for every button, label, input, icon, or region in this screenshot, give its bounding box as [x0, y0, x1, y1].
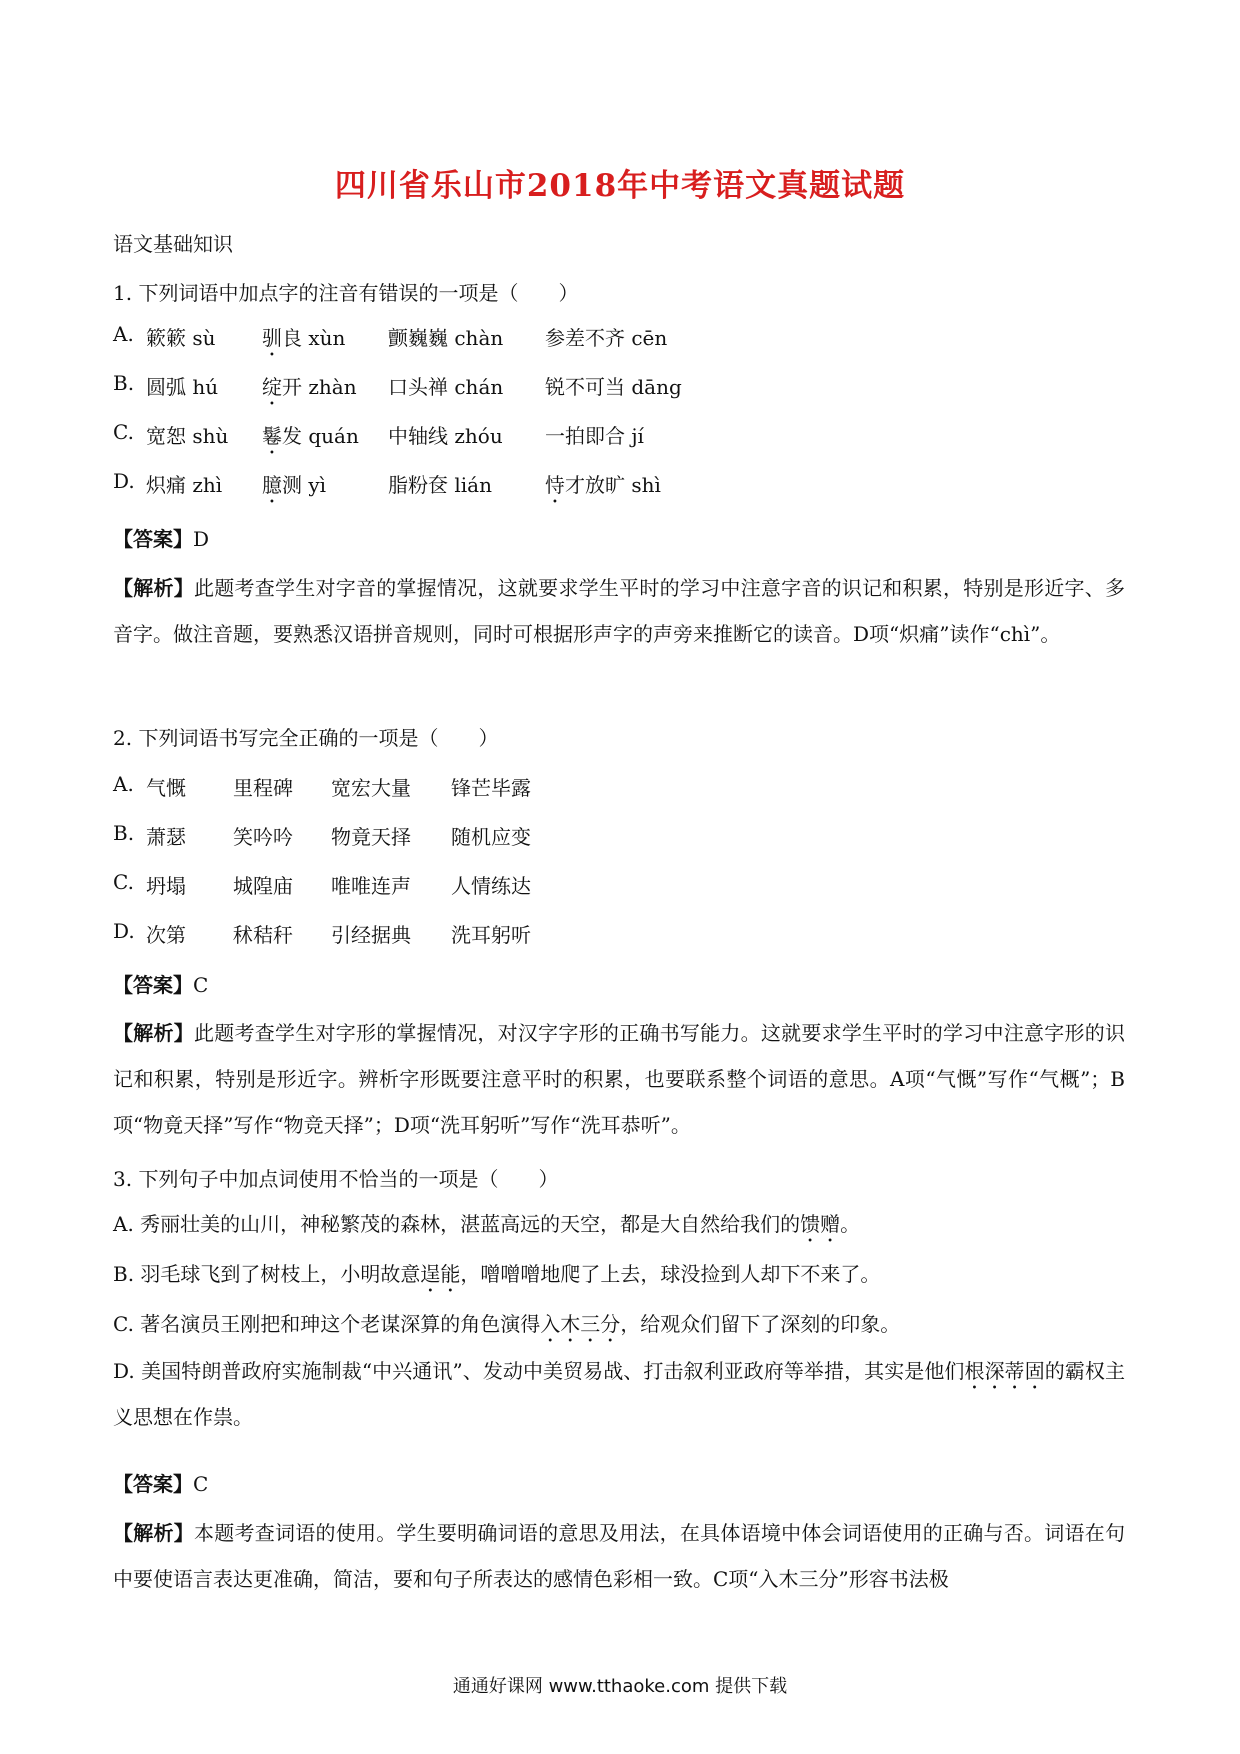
q2-d-word1: 次第 [146, 923, 186, 947]
page-title: 四川省乐山市2018年中考语文真题试题 [334, 168, 906, 204]
q2-c-word2: 城隍庙 [233, 874, 293, 898]
q1-a-word4: 参差不齐 cēn [545, 326, 668, 350]
option-label: A. [113, 322, 134, 346]
q2-stem: 2. 下列词语书写完全正确的一项是（ ） [113, 726, 499, 750]
q3-option-d: D. 美国特朗普政府实施制裁“中兴通讯”、发动中美贸易战、打击叙利亚政府等举措，其实是他们根深蒂固的霸权主义思想在作祟。 [113, 1359, 1125, 1429]
q1-c-word4: 一拍即合 jí [545, 424, 644, 448]
q2-a-word2: 里程碑 [233, 776, 293, 800]
q2-b-word1: 萧瑟 [146, 825, 186, 849]
q1-c-word3: 中轴线 zhóu [388, 424, 503, 448]
option-label: D. [113, 919, 135, 943]
option-label: C. [113, 420, 134, 444]
q1-b-word2: 绽开 zhàn [262, 375, 357, 399]
option-label: B. [113, 371, 135, 395]
q1-d-word4: 恃才放旷 shì [545, 473, 661, 497]
q1-b-word3: 口头禅 chán [388, 375, 504, 399]
q1-stem: 1. 下列词语中加点字的注音有错误的一项是（ ） [113, 281, 579, 305]
q1-b-word4: 锐不可当 dāng [545, 375, 682, 399]
q3-option-a: A. 秀丽壮美的山川，神秘繁茂的森林，湛蓝高远的天空，都是大自然给我们的馈赠。 [113, 1212, 861, 1236]
q1-c-word1: 宽恕 shù [146, 424, 229, 448]
q1-a-word3: 颤巍巍 chàn [388, 326, 504, 350]
q2-b-word2: 笑吟吟 [233, 825, 293, 849]
q2-c-word1: 坍塌 [146, 874, 186, 898]
page-footer: 通通好课网 www.tthaoke.com 提供下载 [452, 1676, 788, 1697]
q2-analysis: 【解析】此题考查学生对字形的掌握情况，对汉字字形的正确书写能力。这就要求学生平时的学习中注意字形的识记和积累，特别是形近字。辨析字形既要注意平时的积累，也要联系整个词语的意思。A项“气慨”写作“气概”；B项“物竟天择”写作“物竞天择”；D项“洗耳躬听”写作“洗耳恭听”。 [113, 1021, 1126, 1137]
q1-d-word2: 臆测 yì [262, 473, 327, 497]
option-label: B. [113, 821, 135, 845]
q2-d-word2: 秫秸秆 [233, 923, 293, 947]
q1-a-word2: 驯良 xùn [262, 326, 346, 350]
q2-a-word3: 宽宏大量 [331, 776, 411, 800]
q3-option-c: C. 著名演员王刚把和珅这个老谋深算的角色演得入木三分，给观众们留下了深刻的印象。 [113, 1312, 901, 1336]
q1-answer: 【答案】D [113, 527, 210, 551]
q2-b-word3: 物竟天择 [331, 825, 411, 849]
q1-analysis: 【解析】此题考查学生对字音的掌握情况，这就要求学生平时的学习中注意字音的识记和积累，特别是形近字、多音字。做注音题，要熟悉汉语拼音规则，同时可根据形声字的声旁来推断它的读音。D项“炽痛”读作“chì”。 [113, 576, 1126, 646]
q2-a-word1: 气慨 [146, 776, 186, 800]
q2-answer: 【答案】C [113, 973, 209, 997]
q3-stem: 3. 下列句子中加点词使用不恰当的一项是（ ） [113, 1167, 559, 1191]
q3-analysis: 【解析】本题考查词语的使用。学生要明确词语的意思及用法，在具体语境中体会词语使用的正确与否。词语在句中要使语言表达更准确，简洁，要和句子所表达的感情色彩相一致。C项“入木三分”形容书法极 [113, 1521, 1126, 1591]
q3-option-b: B. 羽毛球飞到了树枝上，小明故意逞能，噌噌噌地爬了上去，球没捡到人却下不来了。 [113, 1262, 881, 1286]
option-label: D. [113, 469, 135, 493]
q2-b-word4: 随机应变 [451, 825, 531, 849]
q2-d-word3: 引经据典 [331, 923, 411, 947]
q1-c-word2: 鬈发 quán [262, 424, 359, 448]
q2-a-word4: 锋芒毕露 [451, 776, 531, 800]
q1-b-word1: 圆弧 hú [146, 375, 219, 399]
q2-c-word3: 唯唯连声 [331, 874, 411, 898]
option-label: A. [113, 772, 134, 796]
q3-answer: 【答案】C [113, 1472, 209, 1496]
q2-c-word4: 人情练达 [451, 874, 531, 898]
q2-d-word4: 洗耳躬听 [451, 923, 531, 947]
q1-d-word3: 脂粉奁 lián [388, 473, 492, 497]
option-label: C. [113, 870, 134, 894]
q1-d-word1: 炽痛 zhì [146, 473, 223, 497]
q1-a-word1: 簌簌 sù [146, 326, 216, 350]
section-heading: 语文基础知识 [113, 232, 233, 256]
